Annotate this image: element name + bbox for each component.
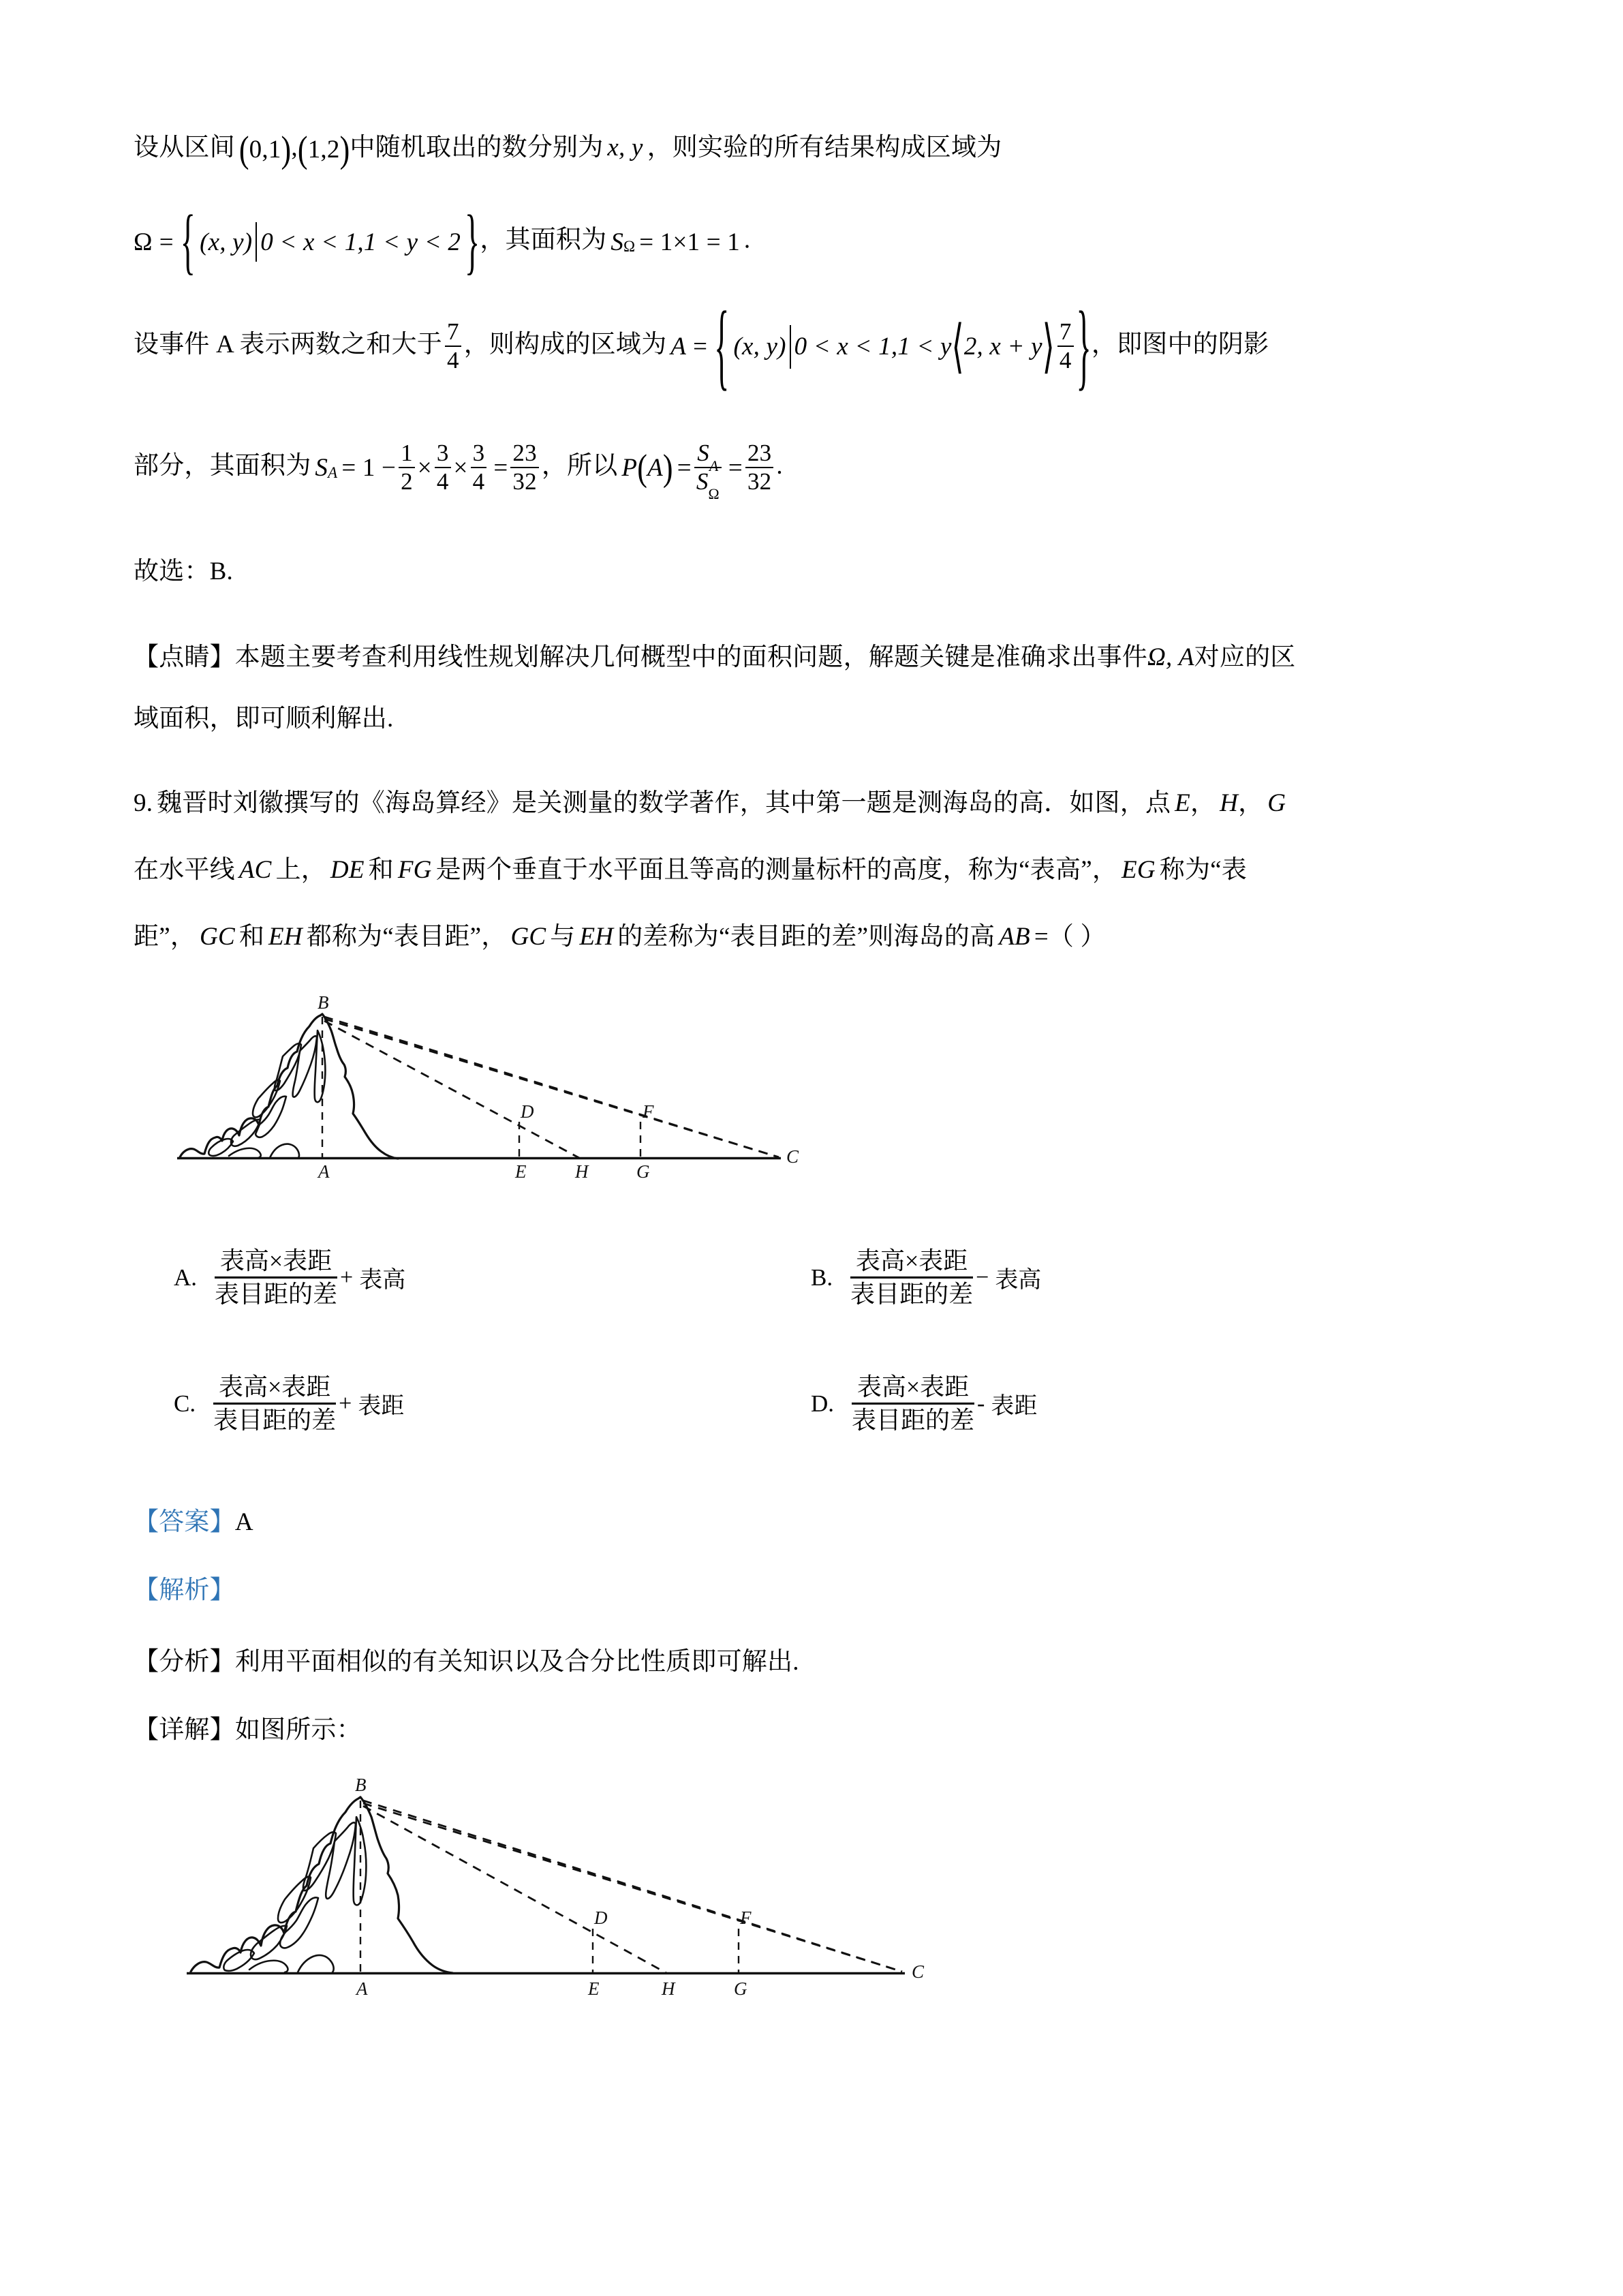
p4-segment-1: 部分，其面积为 (134, 452, 311, 480)
option-B-operator: − (976, 1264, 989, 1290)
option-B-fraction (850, 1247, 973, 1308)
p1-segment-2: 中随机取出的数分别为 (350, 134, 604, 162)
label-C-2: C (912, 1961, 925, 1982)
xiangjie-text: 如图所示： (234, 1716, 362, 1744)
interval-1-2: ( 1,2 ) (297, 128, 350, 170)
q9-segment-GC-2: GC (510, 923, 546, 951)
figure-2-svg (179, 1765, 942, 2024)
option-D-operator: - (977, 1390, 985, 1416)
answer-tag: 【答案】 (134, 1508, 235, 1536)
fenxi-text: 利用平面相似的有关知识以及合分比性质即可解出. (234, 1648, 799, 1676)
question9-line-2: 在水平线 AC 上， DE 和 FG 是两个垂直于水平面且等高的测量标杆的高度，称为“表高”， EG 称为“表 (134, 856, 1247, 884)
dashed-BC-sightline-1 (324, 1017, 779, 1157)
omega-area-expression: S $_\Omega$ = 1×1 = 1 (610, 228, 740, 256)
p1-variables: x, y (607, 134, 643, 162)
p4-period: . (776, 452, 783, 480)
question-number: 9. (134, 789, 153, 817)
mountain-crag-e-1 (293, 1036, 317, 1097)
mountain-foot-1-2 (249, 1961, 288, 1972)
dashed-BD-H-sightline-2 (363, 1806, 666, 1973)
option-D-label: D. (811, 1390, 835, 1417)
p3-segment-3: ，即图中的阴影 (1091, 331, 1269, 359)
p4-segment-2: ，所以 (541, 452, 618, 480)
fraction-23-32-b: $\frac{23}{32}$ (745, 441, 773, 493)
p1-segment-1: 设从区间 (134, 134, 235, 162)
p3-segment-1: 设事件 A 表示两数之和大于 (134, 331, 442, 359)
paragraph-omega-set (134, 199, 751, 281)
paragraph-event-a (134, 291, 1269, 399)
q9-segment-DE: DE (330, 856, 365, 884)
fraction-three-fourths-2: $\frac{3}{4}$ (471, 441, 487, 493)
option-C-operator: + (339, 1390, 352, 1416)
omega-condition: 0 < x < 1,1 < y < 2 (260, 228, 461, 256)
dianjing-omega-a: Ω, A (1147, 643, 1194, 671)
p2-period: . (743, 226, 751, 254)
mountain-crag-c-1 (208, 1139, 233, 1156)
mountain-crag-f-2 (278, 1877, 311, 1923)
fraction-seven-fourths-2: $\frac{7}{4}$ (1057, 320, 1074, 372)
dianjing-tail: 对应的区 (1194, 643, 1296, 671)
interval-0-1: ( 0,1 ) (238, 128, 292, 170)
fraction-three-fourths-1: $\frac{3}{4}$ (435, 441, 451, 493)
option-B-denominator: 表目距的差 (850, 1281, 974, 1308)
label-F-1: F (643, 1101, 654, 1122)
label-H-2: H (662, 1978, 675, 1999)
figure-island-measurement-2 (179, 1765, 942, 2024)
mountain-foot-2-1 (270, 1144, 299, 1158)
question9-line-1: 9. 魏晋时刘徽撰写的《海岛算经》是关测量的数学著作，其中第一题是测海岛的高．如图，点 E， H， G (134, 789, 1286, 817)
q9-segment-EH-2: EH (579, 923, 614, 951)
mountain-crag-c-2 (223, 1950, 254, 1971)
option-C-label: C. (174, 1390, 196, 1417)
option-D-tail: 表距 (991, 1394, 1038, 1420)
probability-expression: P ( A ) = $\frac{S_A}{S_\Omega}$ = $\frac{23}{32}$ (621, 442, 776, 494)
label-B-1: B (318, 992, 329, 1013)
q9-point-E: E (1175, 789, 1190, 817)
q9-segment-AB: AB (999, 923, 1030, 951)
mountain-crag-g-1 (315, 1030, 326, 1102)
event-a-symbol: A (670, 333, 687, 361)
dashed-BD-H-sightline-1 (324, 1021, 579, 1158)
event-a-condition-2: 2, x + y (963, 333, 1042, 361)
label-C-1: C (786, 1146, 799, 1167)
option-D[interactable] (811, 1373, 1037, 1435)
label-D-2: D (594, 1908, 608, 1928)
fraction-one-half: $\frac{1}{2}$ (399, 441, 415, 493)
q9-segment-FG: FG (397, 856, 432, 884)
paragraph-dianjing-line-2: 域面积，即可顺利解出. (134, 705, 394, 733)
fraction-seven-fourths: $\frac{7}{4}$ (445, 320, 461, 372)
option-B-label: B. (811, 1264, 833, 1291)
paragraph-dianjing-line-1 (134, 645, 1295, 670)
option-A[interactable] (174, 1247, 405, 1308)
set-divider-bar (790, 325, 791, 369)
paragraph-interval-setup (134, 128, 1002, 170)
q9-segment-EG: EG (1122, 856, 1156, 884)
option-D-fraction (852, 1373, 974, 1435)
event-a-set-expression: A = { (x, y) 0 < x < 1,1 < y ⟨ 2, x + y ⟩ $\frac{7}{4}$ } (670, 291, 1092, 399)
analysis-tag: 【解析】 (134, 1576, 235, 1604)
label-G-2: G (734, 1978, 747, 1999)
option-B[interactable] (811, 1247, 1041, 1308)
event-a-condition-1: 0 < x < 1,1 < y (794, 333, 952, 361)
option-A-numerator: 表高×表距 (219, 1247, 333, 1274)
label-H-1: H (575, 1161, 589, 1182)
mountain-crag-b-2 (251, 1926, 287, 1959)
p3-segment-2: ，则构成的区域为 (463, 331, 667, 359)
mountain-outline-2 (191, 1797, 360, 1972)
q9-segment-GC: GC (200, 923, 235, 951)
equals-sign: = (159, 228, 174, 256)
option-C-numerator: 表高×表距 (218, 1373, 331, 1400)
answer-value: A (234, 1508, 253, 1536)
label-F-2: F (740, 1908, 752, 1928)
fraction-23-32-a: $\frac{23}{32}$ (510, 441, 538, 493)
mountain-foot-1 (229, 1148, 261, 1158)
q9-point-H: H (1220, 789, 1239, 817)
option-A-operator: + (340, 1264, 354, 1290)
fenxi-row (134, 1649, 799, 1674)
question9-line-3: 距”， GC 和 EH 都称为“表目距”， GC 与 EH 的差称为“表目距的差”则海岛的高 AB =（ ） (134, 923, 1106, 951)
mountain-crag-e-2 (326, 1822, 356, 1899)
answer-row (134, 1510, 253, 1535)
paragraph-choose-answer: 故选：B. (134, 557, 233, 585)
omega-set-expression: Ω = { (x, y) 0 < x < 1,1 < y < 2 } (134, 199, 480, 281)
fenxi-tag: 【分析】 (134, 1648, 235, 1676)
option-A-label: A. (174, 1264, 198, 1291)
label-E-1: E (515, 1161, 527, 1182)
label-B-2: B (355, 1775, 367, 1795)
xiangjie-tag: 【详解】 (134, 1716, 235, 1744)
label-A-2: A (356, 1978, 368, 1999)
label-E-2: E (588, 1978, 600, 1999)
ordered-pair: (x, y) (200, 228, 253, 256)
q9-segment-EH: EH (268, 923, 303, 951)
paragraph-area-computation (134, 440, 783, 503)
option-C-fraction (213, 1373, 336, 1435)
option-A-tail: 表高 (359, 1268, 406, 1294)
omega-symbol: Ω (134, 228, 153, 256)
p1-comma: , (291, 134, 298, 162)
label-G-1: G (636, 1161, 650, 1182)
area-sa-expression: S $_A$ = 1 − $\frac{1}{2}$ × $\frac{3}{4}$ × $\frac{3}{4}$ = $\frac{23}{32}$ (315, 442, 541, 494)
q9-point-G: G (1267, 789, 1286, 817)
option-C-tail: 表距 (358, 1394, 405, 1420)
set-divider-bar (256, 222, 257, 262)
figure-1-svg (170, 988, 811, 1199)
option-B-numerator: 表高×表距 (855, 1247, 968, 1274)
option-C[interactable] (174, 1373, 404, 1435)
ordered-pair: (x, y) (733, 333, 786, 361)
mountain-foot-2-2 (298, 1955, 334, 1972)
label-D-1: D (521, 1101, 534, 1122)
option-D-numerator: 表高×表距 (856, 1373, 970, 1400)
p2-segment-1: ，其面积为 (480, 226, 607, 254)
option-A-denominator: 表目距的差 (215, 1281, 338, 1308)
dianjing-text: 【点睛】本题主要考查利用线性规划解决几何概型中的面积问题，解题关键是准确求出事件 (134, 643, 1147, 671)
option-C-denominator: 表目距的差 (213, 1407, 337, 1435)
fraction-sa-over-somega: $\frac{S_A}{S_\Omega}$ (694, 441, 722, 493)
option-D-denominator: 表目距的差 (852, 1407, 975, 1435)
q9-segment-AC: AC (238, 856, 272, 884)
p1-segment-3: ，则实验的所有结果构成区域为 (647, 134, 1002, 162)
option-B-tail: 表高 (995, 1268, 1042, 1294)
dashed-BF-G-sightline-2 (363, 1803, 902, 1972)
q9-text-a: 魏晋时刘徽撰写的《海岛算经》是关测量的数学著作，其中第一题是测海岛的高．如图，点 (157, 789, 1171, 817)
figure-island-measurement-1 (170, 988, 811, 1199)
option-A-fraction (215, 1247, 337, 1308)
label-A-1: A (318, 1161, 330, 1182)
xiangjie-row (134, 1717, 362, 1743)
dashed-BF-G-sightline-1 (324, 1019, 779, 1157)
dashed-BC-sightline-2 (363, 1801, 902, 1972)
